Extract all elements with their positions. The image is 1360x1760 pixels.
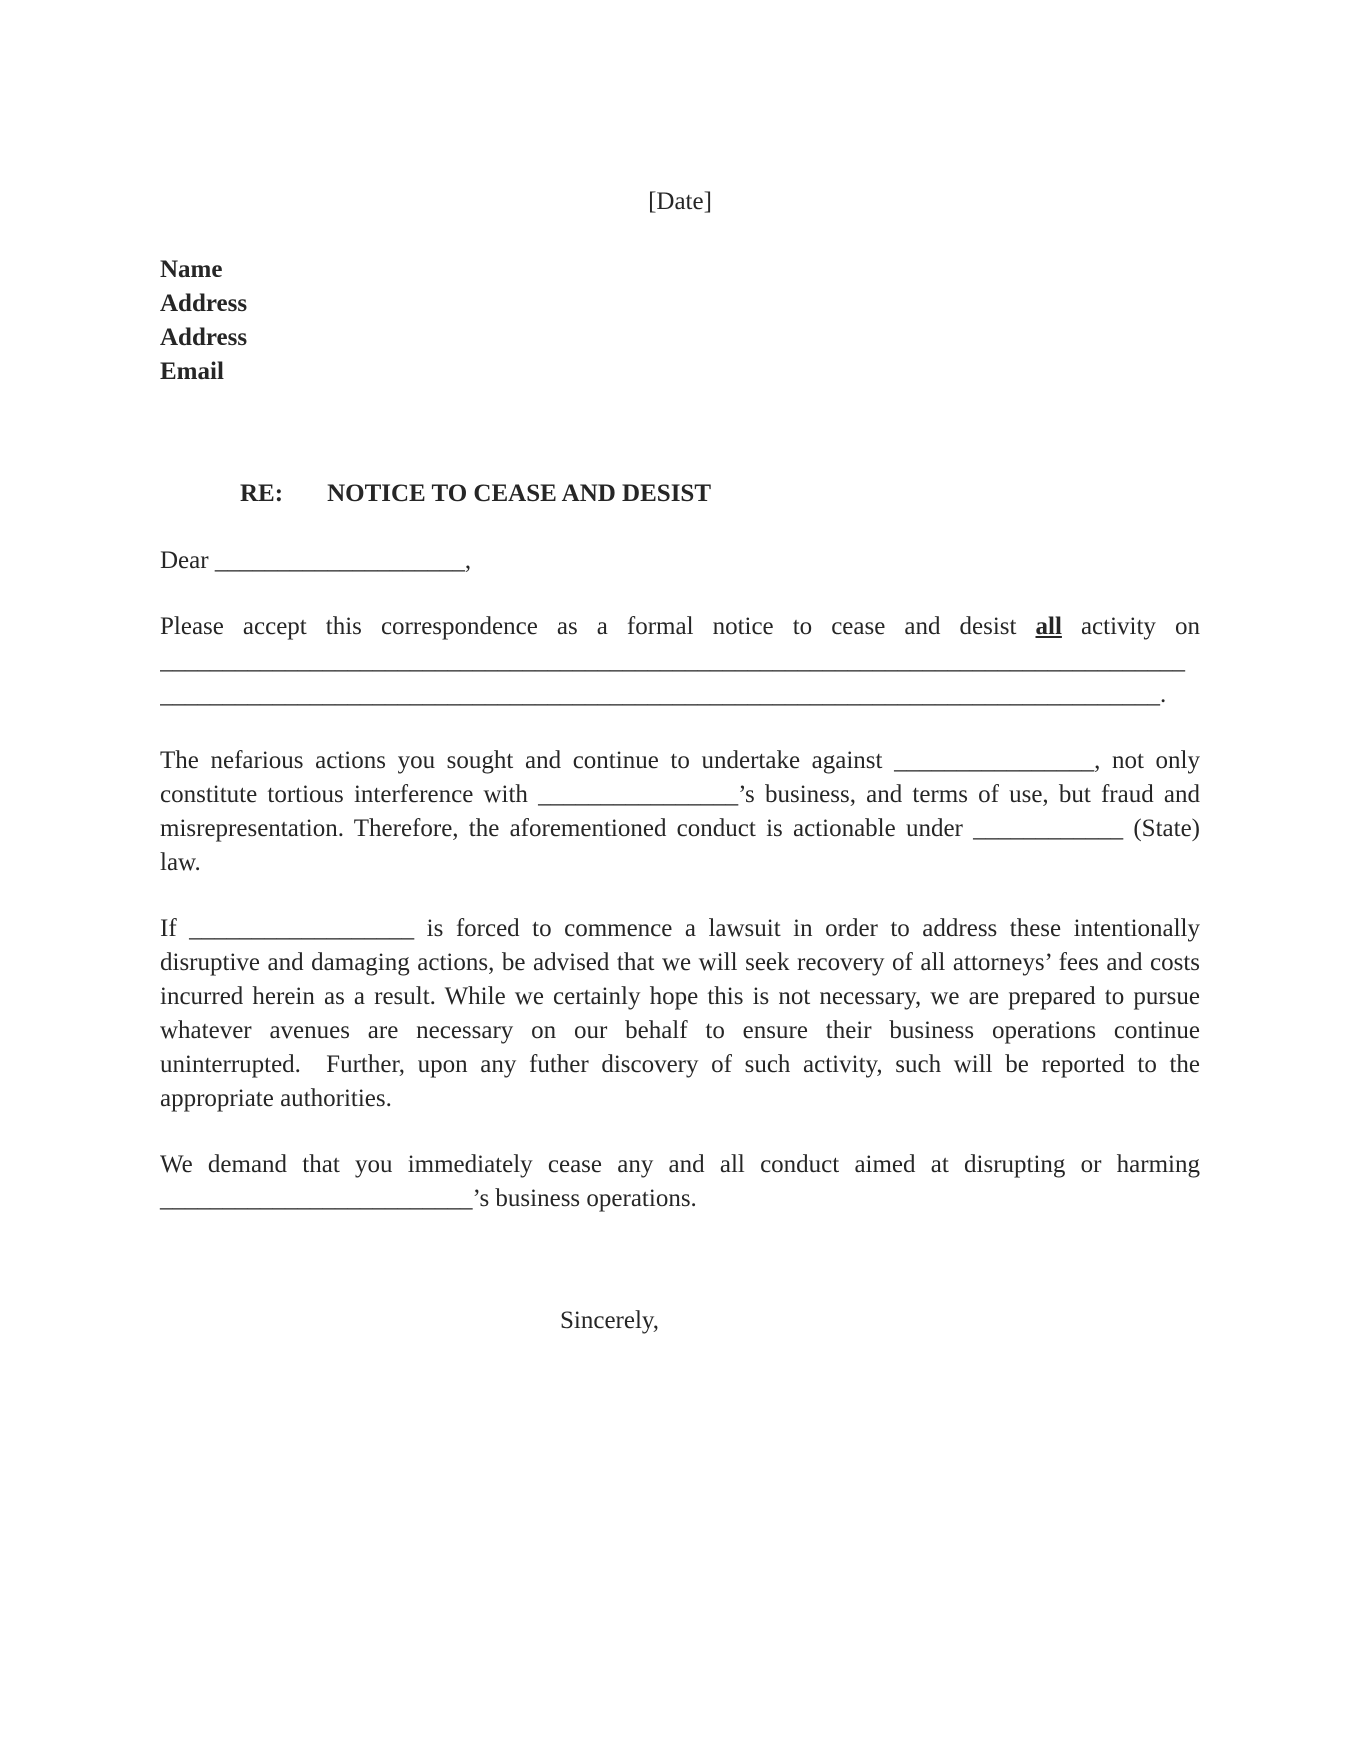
nefarious-text-3: ’s business, and terms of use, but fraud and misrepresentation. Therefore, the aforementioned conduct is actionable under	[160, 781, 1201, 842]
lawsuit-text-1: If	[160, 915, 190, 942]
lawsuit-text-2: is forced to commence a lawsuit in order to address these intentionally disruptive and damaging actions, be advised that we will seek recovery of all attorneys’ fees and costs incurred herein as a result. While we certainly hope this is not necessary, we are prepared to pursue whatever avenues are necessary on our behalf to ensure their business operations continue uninterrupted. Further, upon any futher discovery of such activity, such will be reported to the appropriate authorities.	[160, 915, 1200, 1112]
nefarious-text-4: (State) law.	[160, 815, 1200, 876]
company-name-blank-2: ________________	[538, 781, 739, 808]
activity-blank-line-1	[160, 644, 1200, 678]
recipient-name-blank: ____________________	[214, 547, 465, 574]
date-line	[160, 185, 1200, 219]
sentence-period: .	[1160, 681, 1167, 708]
sender-address-1: Address	[160, 290, 248, 317]
salutation-comma: ,	[464, 547, 472, 574]
salutation-text: Dear	[160, 547, 215, 574]
company-name-blank-3: __________________	[189, 915, 415, 942]
notice-text-pre: Please accept this correspondence as a formal notice to cease and desist	[160, 613, 1036, 640]
notice-emphasis-all: all	[1035, 613, 1062, 640]
activity-blank-line-2	[160, 678, 1200, 712]
paragraph-nefarious-actions	[160, 744, 1200, 880]
company-name-blank-4: _________________________	[160, 1185, 473, 1212]
paragraph-notice	[160, 610, 1200, 712]
notice-sentence-line	[160, 610, 1200, 644]
paragraph-lawsuit-warning	[160, 912, 1200, 1116]
sender-email: Email	[160, 358, 224, 385]
demand-text-1: We demand that you immediately cease any and all conduct aimed at disrupting or harming	[160, 1151, 1200, 1178]
subject-title: NOTICE TO CEASE AND DESIST	[327, 480, 711, 507]
sender-name: Name	[160, 256, 223, 283]
re-label: RE:	[240, 480, 284, 507]
salutation-line	[160, 544, 1200, 578]
sender-address-line-2	[160, 321, 1200, 355]
nefarious-text-1: The nefarious actions you sought and continue to undertake against	[160, 747, 895, 774]
sender-block	[160, 253, 1200, 389]
sender-name-line	[160, 253, 1200, 287]
closing-line	[560, 1304, 1200, 1338]
demand-text-2: ’s business operations.	[472, 1185, 697, 1212]
activity-blank-2: ________________________________________________________________________________	[160, 681, 1160, 708]
subject-line	[160, 477, 1200, 511]
paragraph-demand	[160, 1148, 1200, 1216]
nefarious-text-2: , not only constitute tortious interference with	[160, 747, 1200, 808]
closing-text: Sincerely,	[560, 1307, 660, 1334]
sender-email-line	[160, 355, 1200, 389]
date-placeholder: [Date]	[648, 188, 712, 215]
activity-blank-1: __________________________________________________________________________________	[160, 647, 1185, 674]
notice-text-post: activity on	[1061, 613, 1200, 640]
sender-address-line-1	[160, 287, 1200, 321]
company-name-blank-1: ________________	[894, 747, 1095, 774]
sender-address-2: Address	[160, 324, 248, 351]
state-blank: ____________	[973, 815, 1124, 842]
